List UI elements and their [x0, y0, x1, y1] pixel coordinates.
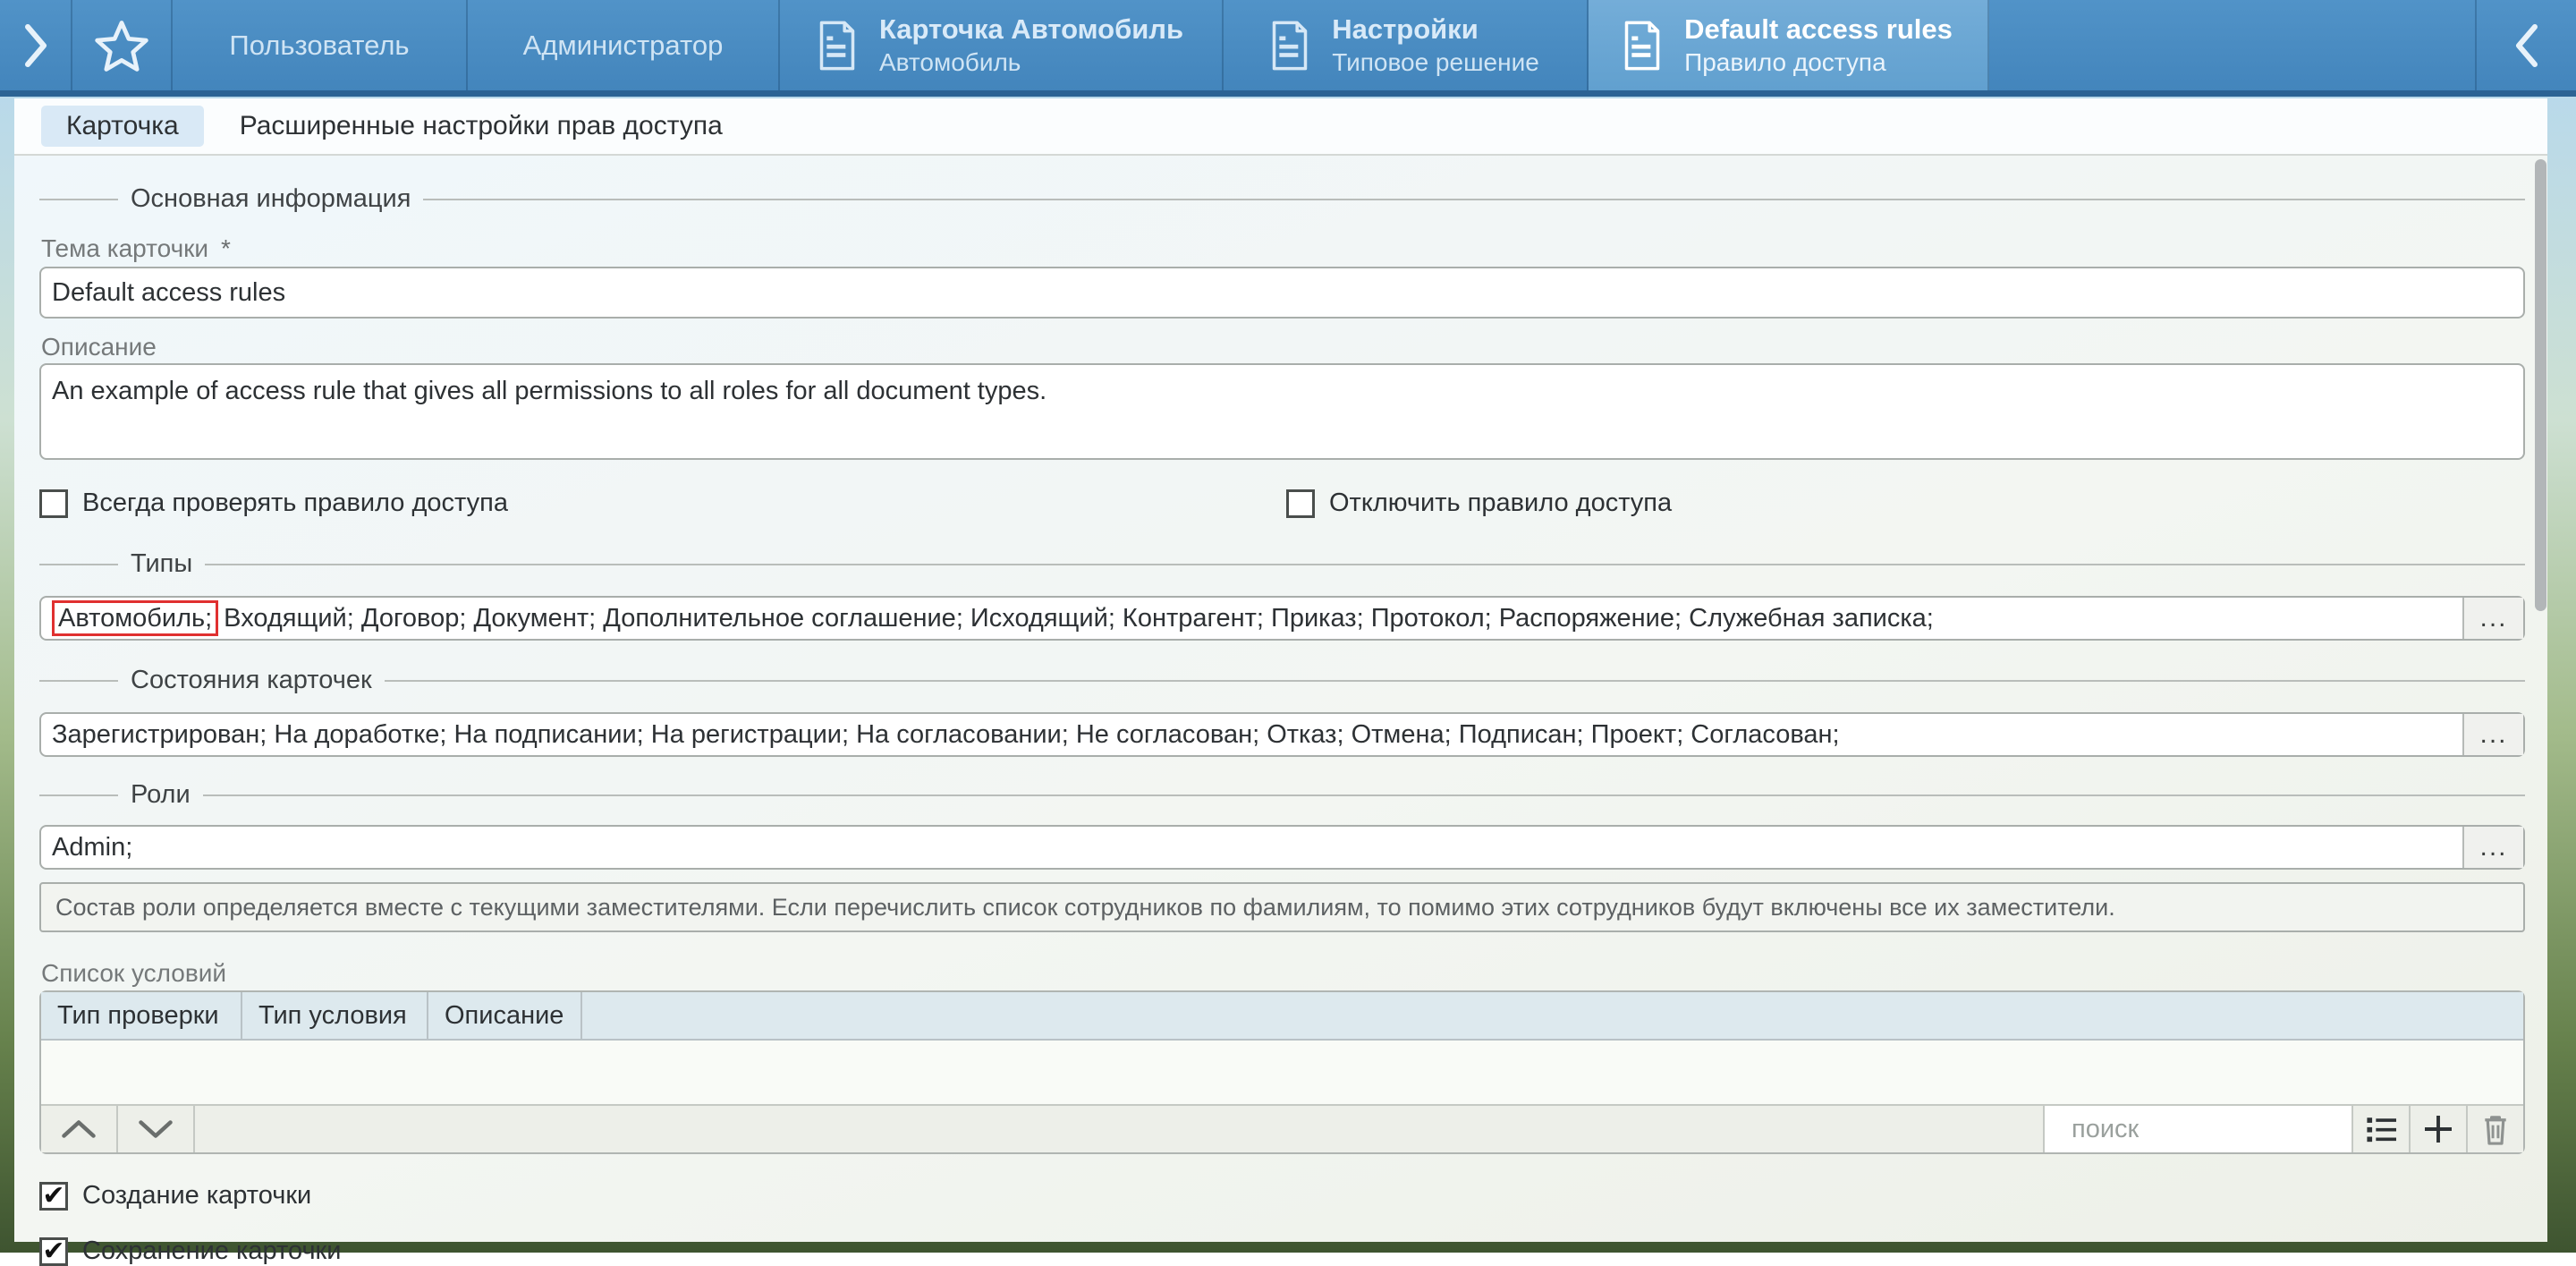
- tab-title: Карточка Автомобиль: [878, 13, 1184, 45]
- states-ellipsis-button[interactable]: ...: [2462, 714, 2523, 755]
- roles-field[interactable]: [39, 825, 2525, 870]
- tab-card-automobile[interactable]: [780, 0, 1224, 90]
- chevron-right-icon: [22, 22, 49, 69]
- conditions-table-header: [41, 992, 2523, 1041]
- types-value: [41, 604, 2462, 633]
- trash-icon: [2480, 1112, 2511, 1146]
- list-icon: [2364, 1114, 2398, 1144]
- roles-value: Admin;: [52, 832, 133, 862]
- checkbox-label: Создание карточки: [82, 1181, 312, 1210]
- section-legend-roles: [39, 780, 2525, 810]
- tab-label: Администратор: [522, 29, 724, 61]
- checkbox-box[interactable]: [39, 489, 68, 518]
- section-legend-types: [39, 549, 2525, 579]
- view-tab-card[interactable]: [41, 106, 204, 147]
- toolbar-spacer: [195, 1106, 2043, 1152]
- roles-hint-text: Состав роли определяется вместе с текущими заместителями. Если перечислить список сотрудников по фамилиям, то помимо этих сотрудников будут включены все их заместители.: [55, 893, 2115, 921]
- section-title: Типы: [131, 549, 193, 578]
- checkbox-label: Отключить правило доступа: [1329, 489, 1673, 517]
- types-ellipsis-button[interactable]: ...: [2462, 598, 2523, 639]
- nav-expand-button[interactable]: [0, 0, 72, 90]
- header-spacer: [582, 992, 2523, 1039]
- checkbox-label: Всегда проверять правило доступа: [82, 489, 508, 517]
- description-label: Описание: [41, 333, 157, 361]
- conditions-label: Список условий: [41, 959, 227, 987]
- section-title: Роли: [131, 780, 191, 809]
- tab-administrator[interactable]: [468, 0, 780, 90]
- subject-field: [39, 267, 2525, 319]
- card-content: [14, 154, 2547, 1265]
- checkbox-box[interactable]: [1286, 489, 1315, 518]
- document-icon: [1271, 21, 1309, 71]
- document-icon: [818, 21, 856, 71]
- tab-title: Настройки: [1332, 13, 1479, 45]
- checkbox-always-check-rule[interactable]: [39, 489, 508, 518]
- chevron-up-icon: [60, 1117, 97, 1141]
- window-frame: [0, 97, 2576, 1265]
- topbar-divider: [0, 90, 2576, 97]
- tab-subtitle: Автомобиль: [878, 48, 1021, 77]
- checkbox-disable-rule[interactable]: [1286, 489, 1672, 518]
- move-up-button[interactable]: [41, 1106, 118, 1152]
- tab-subtitle: Типовое решение: [1332, 48, 1539, 77]
- conditions-table-body[interactable]: [41, 1041, 2523, 1104]
- column-header-description[interactable]: Описание: [428, 992, 582, 1039]
- chevron-down-icon: [137, 1117, 174, 1141]
- conditions-search: [2043, 1106, 2351, 1152]
- conditions-table-toolbar: [41, 1104, 2523, 1152]
- tab-label: Пользователь: [229, 29, 410, 61]
- checkbox-box-checked[interactable]: [39, 1237, 68, 1266]
- roles-hint-box: [39, 882, 2525, 932]
- tab-subtitle: Правило доступа: [1684, 48, 1886, 77]
- checkbox-box-checked[interactable]: [39, 1182, 68, 1211]
- tab-bar-spacer: [1989, 0, 2475, 90]
- tab-title: Default access rules: [1684, 13, 1953, 45]
- section-title: Основная информация: [131, 184, 411, 213]
- types-rest: Входящий; Договор; Документ; Дополнительное соглашение; Исходящий; Контрагент; Приказ; Протокол; Распоряжение; Служебная записка;: [224, 603, 1934, 633]
- checkbox-partial-clipped[interactable]: [39, 1236, 341, 1266]
- select-from-list-button[interactable]: [2351, 1106, 2409, 1152]
- view-tab-bar: [14, 98, 2547, 154]
- conditions-table: [39, 990, 2525, 1154]
- document-icon: [1623, 21, 1661, 71]
- states-field[interactable]: [39, 712, 2525, 757]
- description-field: [39, 363, 2525, 460]
- checkbox-label: Сохранение карточки: [82, 1236, 342, 1265]
- star-icon: [94, 19, 149, 72]
- section-legend-main-info: [39, 184, 2525, 214]
- checkbox-create-card[interactable]: [39, 1181, 311, 1211]
- types-highlight-automobile: Автомобиль;: [52, 600, 218, 636]
- vertical-scrollbar[interactable]: [2535, 159, 2546, 611]
- subject-label: Тема карточки *: [41, 234, 231, 262]
- top-tab-bar: [0, 0, 2576, 90]
- tab-settings[interactable]: [1224, 0, 1589, 90]
- nav-collapse-button[interactable]: [2475, 0, 2576, 90]
- required-asterisk: *: [221, 234, 231, 262]
- favorites-button[interactable]: [72, 0, 173, 90]
- column-header-check-type[interactable]: Тип проверки: [41, 992, 242, 1039]
- tab-user[interactable]: [173, 0, 468, 90]
- move-down-button[interactable]: [118, 1106, 195, 1152]
- states-value: Зарегистрирован; На доработке; На подписании; На регистрации; На согласовании; Не согласован; Отказ; Отмена; Подписан; Проект; Согласован;: [52, 719, 1840, 749]
- description-textarea[interactable]: [41, 365, 2523, 458]
- view-tab-extended-settings[interactable]: [240, 111, 723, 141]
- tab-access-rules-active[interactable]: [1589, 0, 1989, 90]
- card-window: [14, 98, 2547, 1265]
- column-header-condition-type[interactable]: Тип условия: [242, 992, 428, 1039]
- roles-ellipsis-button[interactable]: ...: [2462, 827, 2523, 868]
- section-legend-card-states: [39, 666, 2525, 695]
- types-field[interactable]: [39, 596, 2525, 641]
- view-tab-label: Карточка: [66, 111, 179, 140]
- view-tab-label: Расширенные настройки прав доступа: [239, 111, 723, 140]
- subject-input[interactable]: [41, 268, 2523, 317]
- chevron-left-icon: [2513, 22, 2540, 69]
- plus-icon: [2422, 1113, 2454, 1145]
- delete-row-button[interactable]: [2466, 1106, 2523, 1152]
- add-row-button[interactable]: [2409, 1106, 2466, 1152]
- section-title: Состояния карточек: [131, 666, 372, 694]
